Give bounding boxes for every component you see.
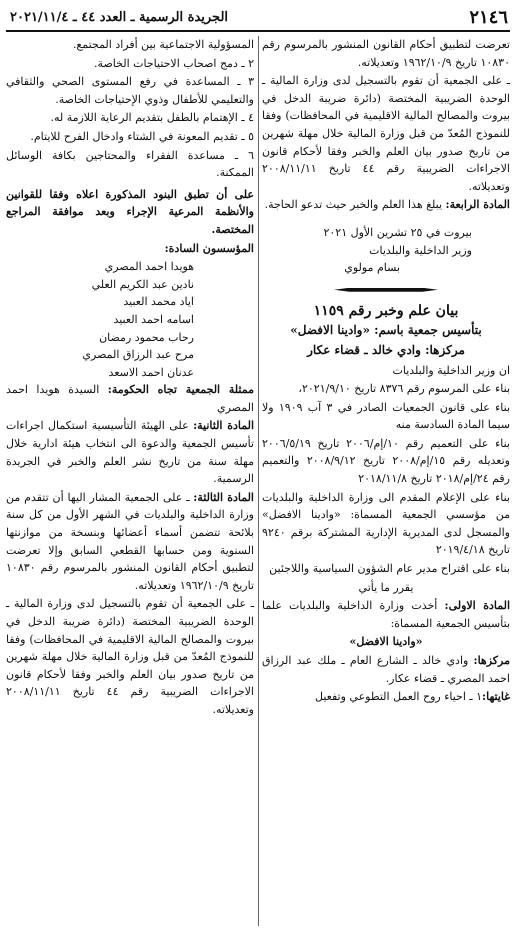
decides-heading: يقرر ما يأتي: [358, 580, 414, 594]
founder-name: عدنان احمد الاسعد: [108, 365, 194, 379]
goals-text: ١ ـ احياء روح العمل التطوعي وتفعيل: [315, 690, 483, 704]
article-label: المادة الرابعة:: [445, 198, 510, 212]
page-number: ٢١٤٦: [469, 7, 508, 28]
column-divider: [258, 36, 259, 926]
founder-name: رحاب محمود رمضان: [99, 330, 194, 344]
left-column: [6, 36, 254, 720]
founders-heading: المؤسسون السادة:: [164, 241, 254, 255]
hq-text: وادي خالد ـ الشارع العام ـ ملك عبد الرزاق احمد المصري ـ قضاء عكار.: [262, 654, 510, 685]
paragraph: بناء على الإعلام المقدم الى وزارة الداخلية والبلديات من مؤسسي الجمعية المسماة: «وادينا الافضل» والمسجل لدى المديرية الإدارية المشتركة برقم ٩٢٤٠ تاريخ ٢٠١٩/٤/١٨: [262, 490, 510, 557]
goal-item: المسؤولية الاجتماعية بين أفراد المجتمع.: [72, 38, 254, 51]
article-label: المادة الثانية:: [193, 419, 255, 433]
notice-title: بيان علم وخبر رقم ١١٥٩: [313, 302, 459, 319]
article-text: ـ على الجمعية المشار اليها أن تتقدم من وزارة الداخلية والبلديات في الشهر الأول من كل سنة بلائحة تتضمن أسماء أعضائها وبنسخة من موازنتها السنوية ومن حسابها القطعي السابق وإلا تعرضت لتطبيق أحكام القانون المنشور بالمرسوم رقم ١٠٨٣٠ تاريخ ١٩٦٢/١٠/٩ وتعديلاته.: [6, 490, 254, 592]
article-text: يبلغ هذا العلم والخبر حيث تدعو الحاجة.: [264, 198, 446, 212]
article-two: [6, 417, 254, 487]
goal-item: ٥ ـ تقديم المعونة في الشتاء وادخال الفرح للايتام.: [30, 129, 254, 143]
founders-list: [6, 258, 254, 381]
header-title: الجريدة الرسمية ـ العدد ٤٤ ـ ٢٠٢١/١١/٤: [10, 10, 229, 25]
paragraph: بناء على المرسوم رقم ٨٣٧٦ تاريخ ٢٠٢١/٩/١٠،: [298, 382, 510, 396]
paragraph: ـ على الجمعية أن تقوم بالتسجيل لدى وزارة المالية ـ الوحدة الضريبية المختصة (دائرة ضريبة الدخل في بيروت والمصالح المالية الاقليمية في المحافظات) وفقا للنموذج المُعدّ من قبل وزارة المالية خلال مهلة شهرين من تاريخ صدور بيان العلم والخبر وفقا لأحكام قانون الاجراءات الضريبية رقم ٤٤ تاريخ ٢٠٠٨/١١/١١ وتعديلاته.: [262, 74, 510, 193]
founder-name: اسامه احمد العبيد: [113, 312, 194, 326]
hq-label: مركزها:: [473, 654, 510, 667]
article-text: أخذت وزارة الداخلية والبلديات علما بتأسيس الجمعية المسماة:: [262, 599, 510, 630]
notice-subtitle: مركزها: وادي خالد ـ قضاء عكار: [307, 342, 465, 357]
article-label: المادة الاولى:: [444, 599, 510, 613]
rep-text: السيدة هويدا احمد المصري: [6, 383, 254, 414]
article-label: المادة الثالثة:: [193, 490, 254, 504]
paragraph: بناء على التعميم رقم ١٠/إم/٢٠٠٦ تاريخ ٢٠٠٦/٥/١٩ وتعديله رقم ١٥/إم/٢٠٠٨ تاريخ ٢٠٠٨/٩/١٢ والتعميم رقم ٢٤/إم/٢٠١٨ تاريخ ٢٠١٨/١١/٨: [262, 436, 510, 486]
goals: [262, 688, 510, 706]
founder-name: مرح عبد الرزاق المصري: [82, 348, 194, 362]
sign-name: بسام مولوي: [344, 261, 400, 275]
goal-item: ٢ ـ دمج اصحاب الاحتياجات الخاصة.: [94, 56, 254, 70]
association-name: «وادينا الافضل»: [349, 635, 423, 649]
page-header: [6, 6, 510, 32]
sign-date: بيروت في ٢٥ تشرين الأول ٢٠٢١: [323, 225, 472, 239]
founder-name: نادين عبد الكريم العلي: [91, 277, 194, 291]
goal-item: ٤ ـ الإهتمام بالطفل بتقديم الرعاية اللازمة له.: [50, 111, 254, 125]
founder-name: هويدا احمد المصري: [104, 260, 194, 274]
headquarters: [262, 652, 510, 687]
section-divider-ornament: [262, 283, 510, 297]
right-column: [262, 36, 510, 707]
government-representative: [6, 381, 254, 416]
goal-item: ٦ ـ مساعدة الفقراء والمحتاجين بكافة الوسائل الممكنة.: [6, 148, 254, 180]
article-three: [6, 489, 254, 595]
paragraph: تعرضت لتطبيق أحكام القانون المنشور بالمرسوم رقم ١٠٨٣٠ تاريخ ١٩٦٢/١٠/٩ وتعديلاته.: [262, 38, 510, 69]
goal-item: ٣ ـ المساعدة في رفع المستوى الصحي والثقافي والتعليمي للأطفال وذوي الإحتياجات الخاصة.: [6, 75, 254, 106]
paragraph: بناء على قانون الجمعيات الصادر في ٣ آب ١٩٠٩ ولا سيما المادة السادسة منه: [262, 400, 511, 432]
rep-label: ممثلة الجمعية تجاه الحكومة:: [107, 383, 254, 397]
paragraph: ان وزير الداخلية والبلديات: [392, 363, 510, 377]
notice-subtitle: بتأسيس جمعية باسم: «وادينا الافضل»: [290, 323, 482, 338]
goals-label: غايتها:: [482, 690, 510, 704]
paragraph: ـ على الجمعية أن تقوم بالتسجيل لدى وزارة المالية ـ الوحدة الضريبية المختصة (دائرة ضريبة الدخل في بيروت والمصالح المالية الاقليمية في المحافظات) وفقا للنموذج المُعدّ من قبل وزارة المالية خلال مهلة شهرين من تاريخ صدور بيان العلم والخبر وفقا لأحكام قانون الاجراءات الضريبية رقم ٤٤ تاريخ ٢٠٠٨/١١/١١ وتعديلاته.: [6, 597, 254, 716]
signature-block: [262, 224, 510, 277]
article-four: [262, 196, 510, 214]
sign-title: وزير الداخلية والبلديات: [369, 243, 472, 257]
founder-name: اياد محمد العبيد: [123, 295, 194, 309]
compliance-note: على أن تطبق البنود المذكورة اعلاه وفقا للقوانين والأنظمة المرعية الإجراء وبعد موافقة المراجع المختصة.: [6, 187, 254, 236]
article-text: على الهيئة التأسيسية استكمال اجراءات تأسيس الجمعية والدعوة الى انتخاب هيئة ادارية خلال مهلة سنة من تاريخ نشر العلم والخبر في الجريدة الرسمية.: [6, 419, 254, 486]
article-one: [262, 597, 510, 632]
paragraph: بناء على اقتراح مدير عام الشؤون السياسية واللاجئين: [269, 562, 510, 576]
